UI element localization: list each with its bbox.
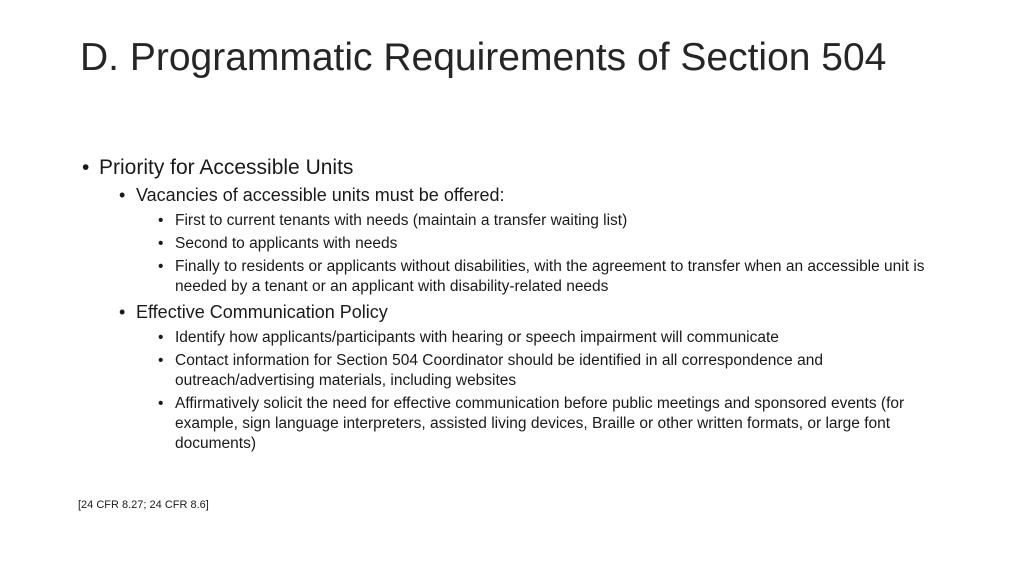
bullet-icon: • xyxy=(158,329,164,346)
detail-text: Contact information for Section 504 Coordinator should be identified in all correspondence and outreach/advertising materials, including websites xyxy=(175,352,823,389)
bullet-label: Priority for Accessible Units xyxy=(99,156,354,179)
bullet-icon: • xyxy=(158,235,164,252)
bullet-icon: • xyxy=(158,395,164,412)
bullet-icon: • xyxy=(119,302,126,322)
detail-item xyxy=(156,234,960,254)
bullet-item-priority xyxy=(80,154,960,454)
sub-bullet-item-vacancies xyxy=(117,182,960,297)
detail-text: First to current tenants with needs (maintain a transfer waiting list) xyxy=(175,212,628,229)
detail-text: Affirmatively solicit the need for effective communication before public meetings and sponsored events (for example, sign language interpreters, assisted living devices, Braille or other written formats, or large font documents) xyxy=(175,395,905,452)
citation-footnote: [24 CFR 8.27; 24 CFR 8.6] xyxy=(78,499,209,511)
slide-title: D. Programmatic Requirements of Section 504 xyxy=(80,36,887,79)
detail-text: Identify how applicants/participants with hearing or speech impairment will communicate xyxy=(175,329,779,346)
sub-bullet-list xyxy=(117,182,960,454)
detail-item xyxy=(156,351,960,391)
detail-item xyxy=(156,328,960,348)
detail-item xyxy=(156,257,960,297)
detail-list xyxy=(156,328,960,454)
detail-list xyxy=(156,211,960,297)
bullet-icon: • xyxy=(158,258,164,275)
detail-item xyxy=(156,394,960,454)
bullet-icon: • xyxy=(158,212,164,229)
bullet-icon: • xyxy=(158,352,164,369)
bullet-list xyxy=(80,154,960,454)
slide-content xyxy=(80,154,960,456)
detail-text: Finally to residents or applicants without disabilities, with the agreement to transfer when an accessible unit is needed by a tenant or an applicant with disability-related needs xyxy=(175,258,925,295)
detail-item xyxy=(156,211,960,231)
sub-bullet-label: Effective Communication Policy xyxy=(136,302,388,322)
sub-bullet-label: Vacancies of accessible units must be offered: xyxy=(136,185,505,205)
bullet-icon: • xyxy=(82,156,90,179)
detail-text: Second to applicants with needs xyxy=(175,235,398,252)
sub-bullet-item-communication xyxy=(117,299,960,454)
bullet-icon: • xyxy=(119,185,126,205)
